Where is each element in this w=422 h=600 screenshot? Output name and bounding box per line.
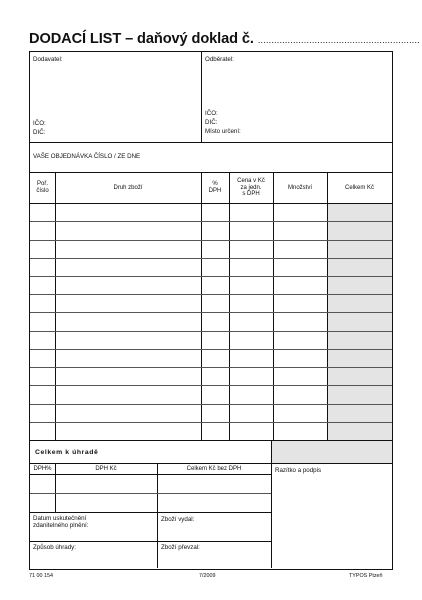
total-excl-vat-header: Celkem Kč bez DPH: [186, 465, 242, 472]
table-row[interactable]: [30, 276, 392, 277]
col-goods: Druh zboží: [113, 184, 143, 191]
col-line-number: Poř. číslo: [36, 181, 49, 194]
taxable-date-label: Datum uskutečnění zdanitelného plnění:: [33, 515, 89, 529]
delivery-divider: [157, 512, 158, 568]
customer-ico-label: IČO:: [205, 110, 218, 117]
form-brand: TYPOS Ptzeň: [349, 573, 383, 579]
delivery-note-form: [29, 51, 393, 570]
supplier-dic-label: DIČ:: [33, 129, 46, 136]
title-text: DODACÍ LIST – daňový doklad č.: [29, 31, 254, 47]
party-bottom-line: [30, 142, 392, 143]
col-total: Celkem Kč: [344, 184, 374, 191]
col-divider-5: [327, 172, 328, 440]
table-row[interactable]: [30, 331, 392, 332]
party-divider: [201, 52, 202, 142]
table-row[interactable]: [30, 221, 392, 222]
col-vat-percent: % DPH: [208, 181, 222, 194]
order-reference-label: VAŠE OBJEDNÁVKA ČÍSLO / ZE DNE: [33, 153, 141, 160]
vat-percent-header: DPH%: [33, 465, 52, 472]
vat-col-divider-2: [157, 463, 158, 512]
form-code: 71 00 154: [29, 573, 53, 579]
customer-dic-label: DIČ:: [205, 119, 218, 126]
summary-divider: [271, 440, 272, 568]
stamp-signature-label: Razítko a podpis: [275, 467, 322, 474]
table-row[interactable]: [30, 385, 392, 386]
customer-place-label: Místo určení:: [205, 128, 241, 135]
vat-col-divider-1: [55, 463, 56, 512]
col-unit-price: Cena v Kč za jedn. s DPH: [237, 178, 265, 198]
table-row[interactable]: [30, 294, 392, 295]
header-bottom-line: [30, 203, 392, 204]
table-row[interactable]: [30, 422, 392, 423]
total-due-label: Celkem k úhradě: [35, 449, 99, 456]
table-row[interactable]: [30, 312, 392, 313]
document-title: [29, 31, 420, 47]
table-row[interactable]: [30, 349, 392, 350]
supplier-ico-label: IČO:: [33, 120, 46, 127]
col-divider-2: [201, 172, 202, 440]
table-row[interactable]: [30, 367, 392, 368]
col-quantity: Množství: [287, 184, 312, 191]
supplier-label: Dodavatel:: [33, 56, 63, 63]
col-divider-1: [55, 172, 56, 440]
vat-bottom-line: [30, 512, 271, 513]
goods-received-label: Zboží převzal:: [161, 544, 200, 551]
col-divider-4: [273, 172, 274, 440]
payment-method-label: Způsob úhrady:: [33, 544, 76, 551]
vat-row-line: [30, 493, 271, 494]
table-row[interactable]: [30, 404, 392, 405]
customer-label: Odběratel:: [205, 56, 234, 63]
title-number-field[interactable]: ............................................................: [257, 35, 420, 45]
table-row[interactable]: [30, 240, 392, 241]
vat-header-line: [30, 474, 271, 475]
vat-czk-header: DPH Kč: [95, 465, 117, 472]
table-row[interactable]: [30, 258, 392, 259]
form-date: 7/2009: [199, 573, 216, 579]
col-divider-3: [229, 172, 230, 440]
goods-issued-label: Zboží vydal:: [161, 516, 195, 523]
total-due-value-shading: [272, 441, 392, 463]
delivery-mid-line: [30, 541, 271, 542]
